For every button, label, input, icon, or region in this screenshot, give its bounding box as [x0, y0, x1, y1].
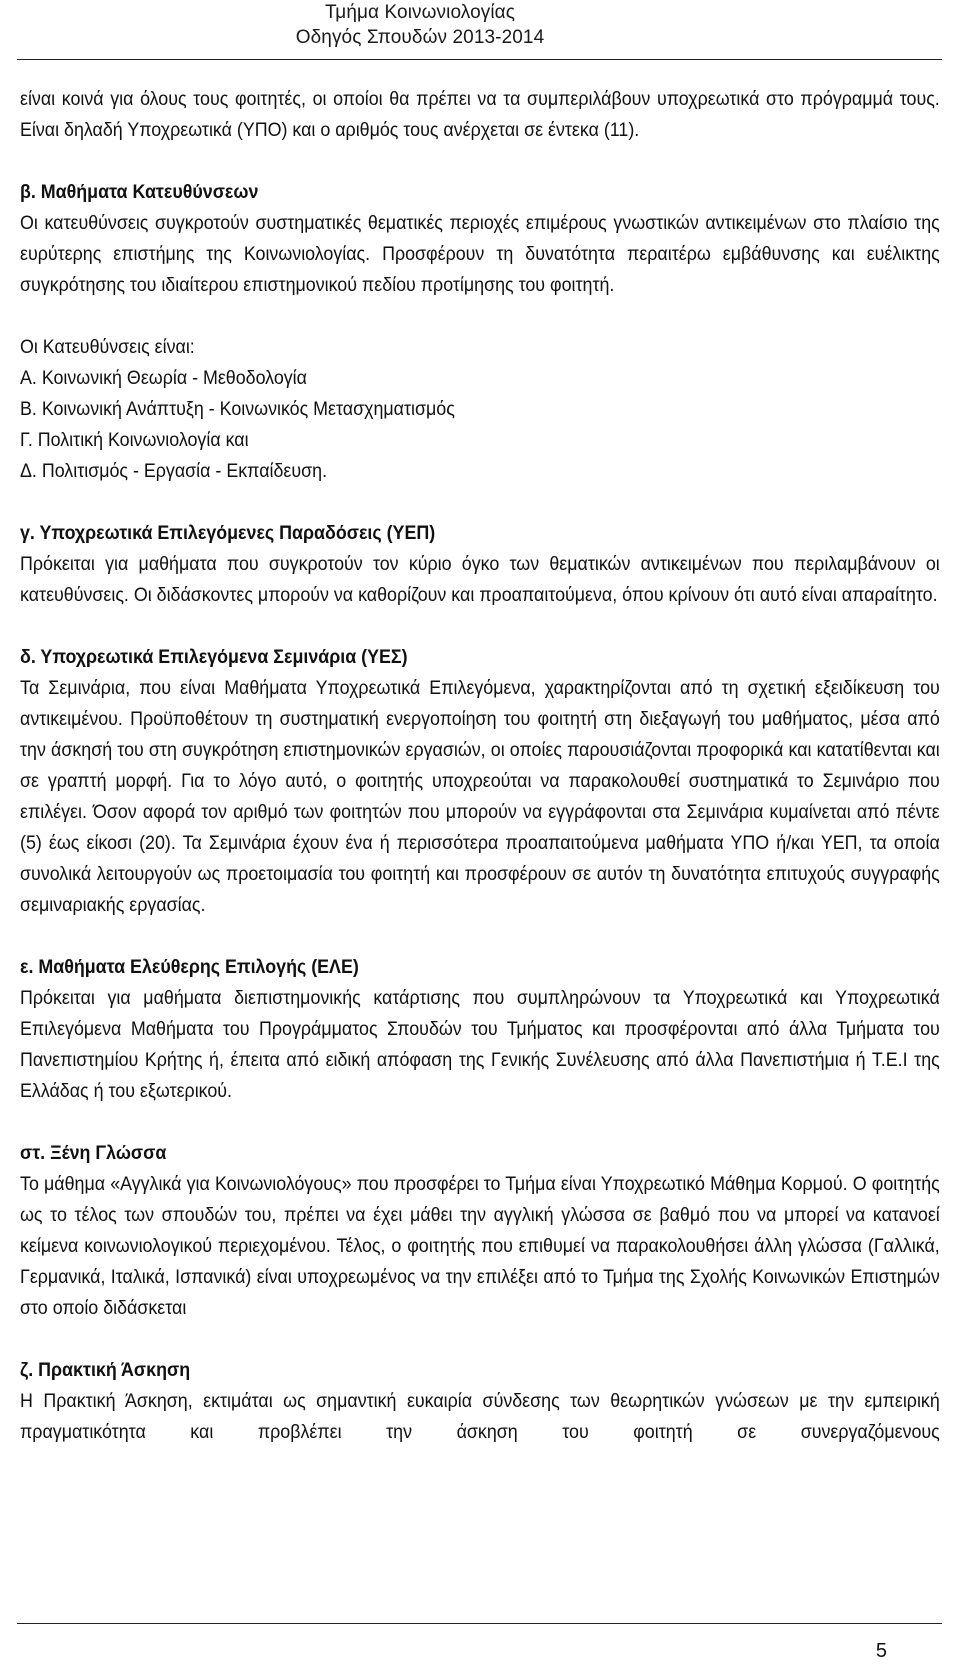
spacer: [20, 301, 940, 332]
spacer: [20, 921, 940, 952]
direction-item-a: Α. Κοινωνική Θεωρία - Μεθοδολογία: [20, 368, 307, 389]
section-e-heading: ε. Μαθήματα Ελεύθερης Επιλογής (ΕΛΕ): [20, 957, 359, 978]
direction-item-d: Δ. Πολιτισμός - Εργασία - Εκπαίδευση.: [20, 461, 328, 482]
footer-rule: [17, 1623, 942, 1624]
directions-list-intro: Οι Κατευθύνσεις είναι:: [20, 337, 195, 358]
section-z-heading: ζ. Πρακτική Άσκηση: [20, 1360, 191, 1381]
header-rule: [17, 59, 942, 60]
section-g-heading: γ. Υποχρεωτικά Επιλεγόμενες Παραδόσεις (ΥΕΠ): [20, 523, 436, 544]
spacer: [20, 487, 940, 518]
document-body: [20, 84, 940, 1448]
header-department: Τμήμα Κοινωνιολογίας: [324, 2, 516, 23]
spacer: [20, 1107, 940, 1138]
section-st-heading: στ. Ξένη Γλώσσα: [20, 1143, 167, 1164]
header-guide-title: Οδηγός Σπουδών 2013-2014: [295, 27, 545, 48]
direction-item-b: Β. Κοινωνική Ανάπτυξη - Κοινωνικός Μετασχηματισμός: [20, 399, 455, 420]
section-st-paragraph: Το μάθημα «Αγγλικά για Κοινωνιολόγους» που προσφέρει το Τμήμα είναι Υποχρεωτικό Μάθημα Κορμού. Ο φοιτητής ως το τέλος των σπουδών του, πρέπει να έχει μάθει την αγγλική γλώσσα σε βαθμό που να μπορεί να κατανοεί κείμενα κοινωνιολογικού περιεχομένου. Τέλος, ο φοιτητής που επιθυμεί να παρακολουθήσει άλλη γλώσσα (Γαλλικά, Γερμανικά, Ιταλικά, Ισπανικά) είναι υποχρεωμένος να την επιλέξει από το Τμήμα της Σχολής Κοινωνικών Επιστημών στο οποίο διδάσκεται: [20, 1174, 940, 1319]
section-b-paragraph: Οι κατευθύνσεις συγκροτούν συστηματικές θεματικές περιοχές επιμέρους γνωστικών αντικειμένων στο πλαίσιο της ευρύτερης επιστήμης της Κοινωνιολογίας. Προσφέρουν τη δυνατότητα περαιτέρω εμβάθυνσης και ευέλικτης συγκρότησης του ιδιαίτερου επιστημονικού πεδίου προτίμησης του φοιτητή.: [20, 213, 940, 296]
page-header: [220, 0, 620, 50]
direction-item-c: Γ. Πολιτική Κοινωνιολογία και: [20, 430, 249, 451]
section-g-paragraph: Πρόκειται για μαθήματα που συγκροτούν τον κύριο όγκο των θεματικών αντικειμένων που περιλαμβάνουν οι κατευθύνσεις. Οι διδάσκοντες μπορούν να καθορίζουν και προαπαιτούμενα, όπου κρίνουν ότι αυτό είναι απαραίτητο.: [20, 554, 940, 606]
intro-paragraph: είναι κοινά για όλους τους φοιτητές, οι οποίοι θα πρέπει να τα συμπεριλάβουν υποχρεωτικά στο πρόγραμμά τους. Είναι δηλαδή Υποχρεωτικά (ΥΠΟ) και ο αριθμός τους ανέρχεται σε έντεκα (11).: [20, 89, 940, 141]
section-d-paragraph: Τα Σεμινάρια, που είναι Μαθήματα Υποχρεωτικά Επιλεγόμενα, χαρακτηρίζονται από τη σχετική εξειδίκευση του αντικειμένου. Προϋποθέτουν τη συστηματική ενεργοποίηση του φοιτητή στη διεξαγωγή του μαθήματος, μέσα από την άσκησή του στη συγκρότηση επιστημονικών εργασιών, οι οποίες παρουσιάζονται προφορικά και κατατίθενται και σε γραπτή μορφή. Για το λόγο αυτό, ο φοιτητής υποχρεούται να παρακολουθεί συστηματικά το Σεμινάριο που επιλέγει. Όσον αφορά τον αριθμό των φοιτητών που μπορούν να εγγράφονται στα Σεμινάρια κυμαίνεται από πέντε (5) έως είκοσι (20). Τα Σεμινάρια έχουν ένα ή περισσότερα προαπαιτούμενα μαθήματα ΥΠΟ ή/και ΥΕΠ, τα οποία συνολικά λειτουργούν ως προετοιμασία του φοιτητή και προσφέρουν σε αυτόν τη δυνατότητα επιτυχούς συγγραφής σεμιναριακής εργασίας.: [20, 678, 940, 916]
section-z-paragraph: Η Πρακτική Άσκηση, εκτιμάται ως σημαντική ευκαιρία σύνδεσης των θεωρητικών γνώσεων με την εμπειρική πραγματικότητα και προβλέπει την άσκηση του φοιτητή σε συνεργαζόμενους: [20, 1391, 940, 1443]
section-e-paragraph: Πρόκειται για μαθήματα διεπιστημονικής κατάρτισης που συμπληρώνουν τα Υποχρεωτικά και Υποχρεωτικά Επιλεγόμενα Μαθήματα του Προγράμματος Σπουδών του Τμήματος και προσφέρονται από άλλα Τμήματα του Πανεπιστημίου Κρήτης ή, έπειτα από ειδική απόφαση της Γενικής Συνέλευσης από άλλα Πανεπιστήμια ή Τ.Ε.Ι της Ελλάδας ή του εξωτερικού.: [20, 988, 940, 1102]
spacer: [20, 1324, 940, 1355]
page-number: 5: [875, 1640, 887, 1662]
section-d-heading: δ. Υποχρεωτικά Επιλεγόμενα Σεμινάρια (ΥΕΣ): [20, 647, 408, 668]
section-b-heading: β. Μαθήματα Κατευθύνσεων: [20, 182, 259, 203]
spacer: [20, 611, 940, 642]
spacer: [20, 146, 940, 177]
